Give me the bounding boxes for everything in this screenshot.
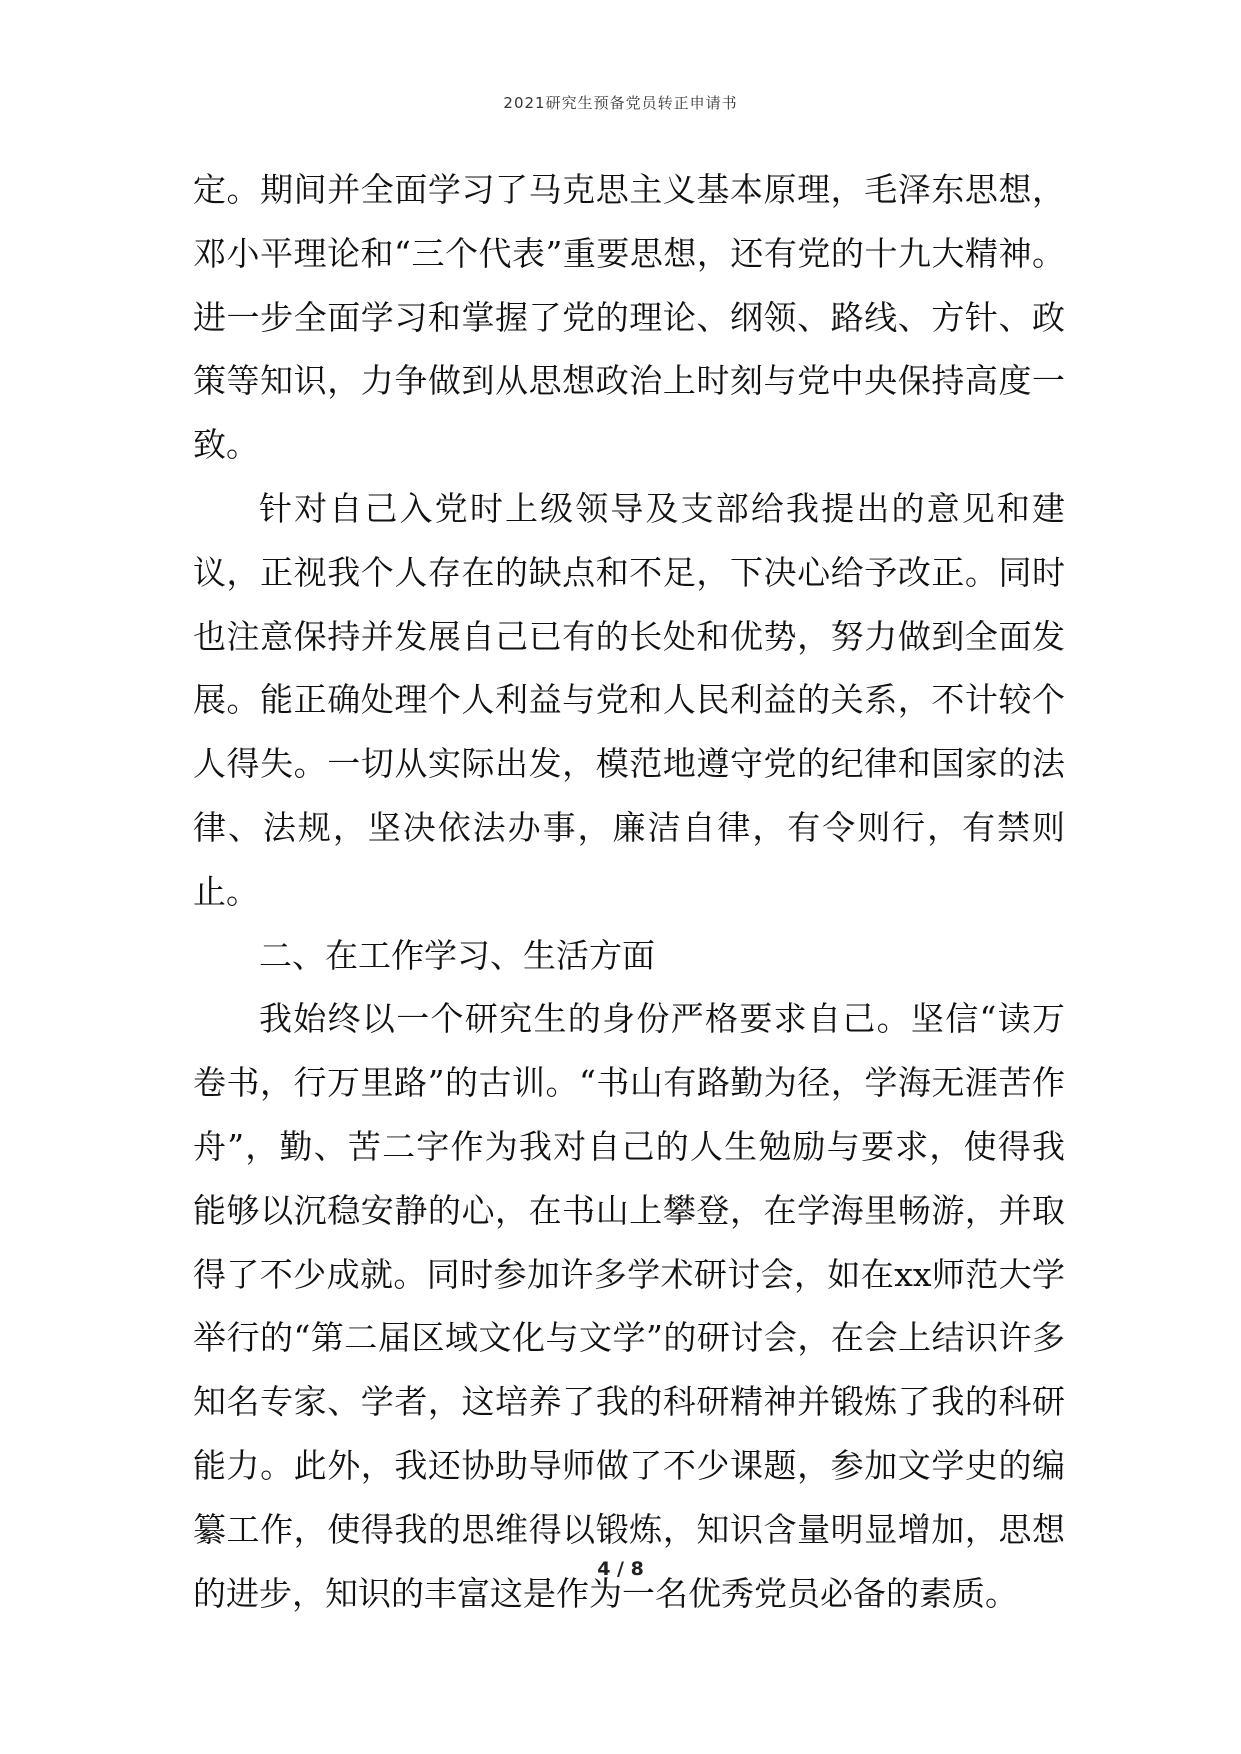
page-number: 4 / 8: [597, 1558, 644, 1580]
paragraph-self-improvement: 针对自己入党时上级领导及支部给我提出的意见和建议，正视我个人存在的缺点和不足，下决心给予改正。同时也注意保持并发展自己已有的长处和优势，努力做到全面发展。能正确处理个人利益与党和人民利益的关系，不计较个人得失。一切从实际出发，模范地遵守党的纪律和国家的法律、法规，坚决依法办事，廉洁自律，有令则行，有禁则止。: [193, 488, 1065, 911]
page-header: 2021研究生预备党员转正申请书: [503, 94, 738, 112]
paragraph-continuation: 定。期间并全面学习了马克思主义基本原理，毛泽东思想，邓小平理论和“三个代表”重要思想，还有党的十九大精神。进一步全面学习和掌握了党的理论、纲领、路线、方针、政策等知识，力争做到从思想政治上时刻与党中央保持高度一致。: [193, 170, 1065, 465]
paragraph-study-life: 我始终以一个研究生的身份严格要求自己。坚信“读万卷书，行万里路”的古训。“书山有路勤为径，学海无涯苦作舟”，勤、苦二字作为我对自己的人生勉励与要求，使得我能够以沉稳安静的心，在书山上攀登，在学海里畅游，并取得了不少成就。同时参加许多学术研讨会，如在xx师范大学举行的“第二届区域文化与文学”的研讨会，在会上结识许多知名专家、学者，这培养了我的科研精神并锻炼了我的科研能力。此外，我还协助导师做了不少课题，参加文学史的编纂工作，使得我的思维得以锻炼，知识含量明显增加，思想的进步，知识的丰富这是作为一名优秀党员必备的素质。: [193, 999, 1065, 1613]
document-body: [193, 158, 1065, 1625]
section-heading: 二、在工作学习、生活方面: [259, 935, 655, 975]
